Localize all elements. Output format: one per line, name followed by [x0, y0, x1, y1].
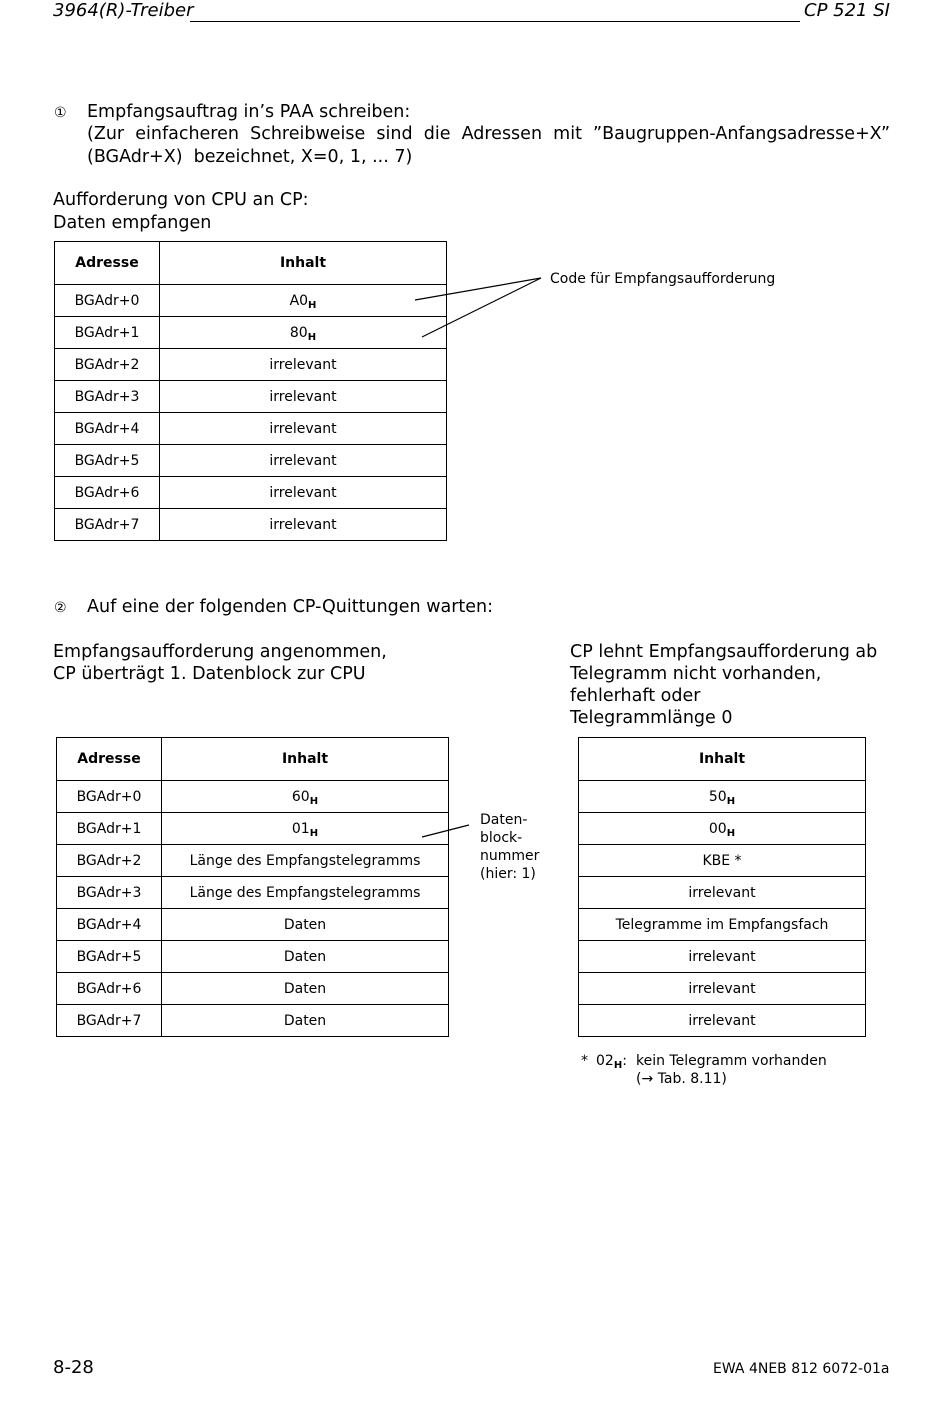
- accepted-subheading: CP überträgt 1. Datenblock zur CPU: [53, 664, 366, 684]
- content-cell: irrelevant: [579, 941, 866, 973]
- leader-line: [415, 278, 541, 300]
- content-cell: irrelevant: [160, 413, 447, 445]
- address-cell: BGAdr+7: [57, 1005, 162, 1037]
- content-cell: $00_H$: [579, 813, 866, 845]
- content-cell: irrelevant: [579, 877, 866, 909]
- address-cell: BGAdr+0: [57, 781, 162, 813]
- rejected-line2: Telegramm nicht vorhanden,: [570, 664, 822, 684]
- address-cell: BGAdr+0: [55, 285, 160, 317]
- address-cell: BGAdr+6: [57, 973, 162, 1005]
- address-cell: BGAdr+7: [55, 509, 160, 541]
- content-cell: $01_H$: [162, 813, 449, 845]
- rejected-line4: Telegrammlänge 0: [570, 708, 733, 728]
- content-cell: Länge des Empfangstelegramms: [162, 845, 449, 877]
- accepted-heading: Empfangsaufforderung angenommen,: [53, 642, 387, 662]
- request-subheading: Daten empfangen: [53, 213, 212, 233]
- content-cell: irrelevant: [160, 509, 447, 541]
- request-heading: Aufforderung von CPU an CP:: [53, 190, 309, 210]
- step1-marker: ①: [54, 105, 67, 121]
- content-cell: Telegramme im Empfangsfach: [579, 909, 866, 941]
- address-cell: BGAdr+5: [57, 941, 162, 973]
- step1-note-line1: (Zur einfacheren Schreibweise sind die Adressen mit ”Baugruppen-Anfangsadresse+X”: [87, 124, 891, 144]
- content-cell: Daten: [162, 1005, 449, 1037]
- address-cell: BGAdr+3: [57, 877, 162, 909]
- column-header-address: Adresse: [55, 242, 160, 285]
- address-cell: BGAdr+1: [57, 813, 162, 845]
- rejected-heading: CP lehnt Empfangsaufforderung ab: [570, 642, 878, 662]
- content-cell: $A0_H$: [160, 285, 447, 317]
- page-number: 8-28: [53, 1357, 94, 1378]
- footnote-code: $02_H$:: [596, 1053, 627, 1071]
- content-cell: irrelevant: [579, 1005, 866, 1037]
- rejected-line3: fehlerhaft oder: [570, 686, 701, 706]
- address-cell: BGAdr+5: [55, 445, 160, 477]
- column-header-content: Inhalt: [160, 242, 447, 285]
- address-cell: BGAdr+4: [57, 909, 162, 941]
- header-title: 3964(R)-Treiber: [53, 0, 194, 21]
- content-cell: Daten: [162, 909, 449, 941]
- content-cell: $50_H$: [579, 781, 866, 813]
- callout-request-code: Code für Empfangsaufforderung: [550, 271, 776, 287]
- step1-note-line2: (BGAdr+X) bezeichnet, X=0, 1, ... 7): [87, 147, 413, 167]
- address-cell: BGAdr+1: [55, 317, 160, 349]
- leader-line: [422, 278, 541, 337]
- leader-line: [422, 825, 469, 837]
- address-cell: BGAdr+4: [55, 413, 160, 445]
- callout-datablock-number: Daten- block- nummer (hier: 1): [480, 812, 540, 882]
- address-cell: BGAdr+2: [57, 845, 162, 877]
- content-cell: Daten: [162, 941, 449, 973]
- content-cell: irrelevant: [160, 381, 447, 413]
- step1-title: Empfangsauftrag in’s PAA schreiben:: [87, 102, 411, 122]
- step2-title: Auf eine der folgenden CP-Quittungen warten:: [87, 597, 494, 617]
- address-cell: BGAdr+3: [55, 381, 160, 413]
- content-cell: irrelevant: [160, 477, 447, 509]
- column-header-content: Inhalt: [579, 738, 866, 781]
- document-id: EWA 4NEB 812 6072-01a: [713, 1361, 890, 1377]
- step2-marker: ②: [54, 600, 67, 616]
- content-cell: irrelevant: [160, 445, 447, 477]
- content-cell: irrelevant: [579, 973, 866, 1005]
- address-cell: BGAdr+6: [55, 477, 160, 509]
- content-cell: Daten: [162, 973, 449, 1005]
- content-cell: KBE *: [579, 845, 866, 877]
- content-cell: irrelevant: [160, 349, 447, 381]
- footnote-text: kein Telegramm vorhanden: [636, 1053, 827, 1069]
- column-header-address: Adresse: [57, 738, 162, 781]
- content-cell: Länge des Empfangstelegramms: [162, 877, 449, 909]
- footnote-reference: (→ Tab. 8.11): [636, 1071, 727, 1087]
- address-cell: BGAdr+2: [55, 349, 160, 381]
- column-header-content: Inhalt: [162, 738, 449, 781]
- content-cell: $60_H$: [162, 781, 449, 813]
- content-cell: $80_H$: [160, 317, 447, 349]
- footnote-marker: *: [581, 1053, 588, 1069]
- header-device: CP 521 SI: [804, 0, 890, 21]
